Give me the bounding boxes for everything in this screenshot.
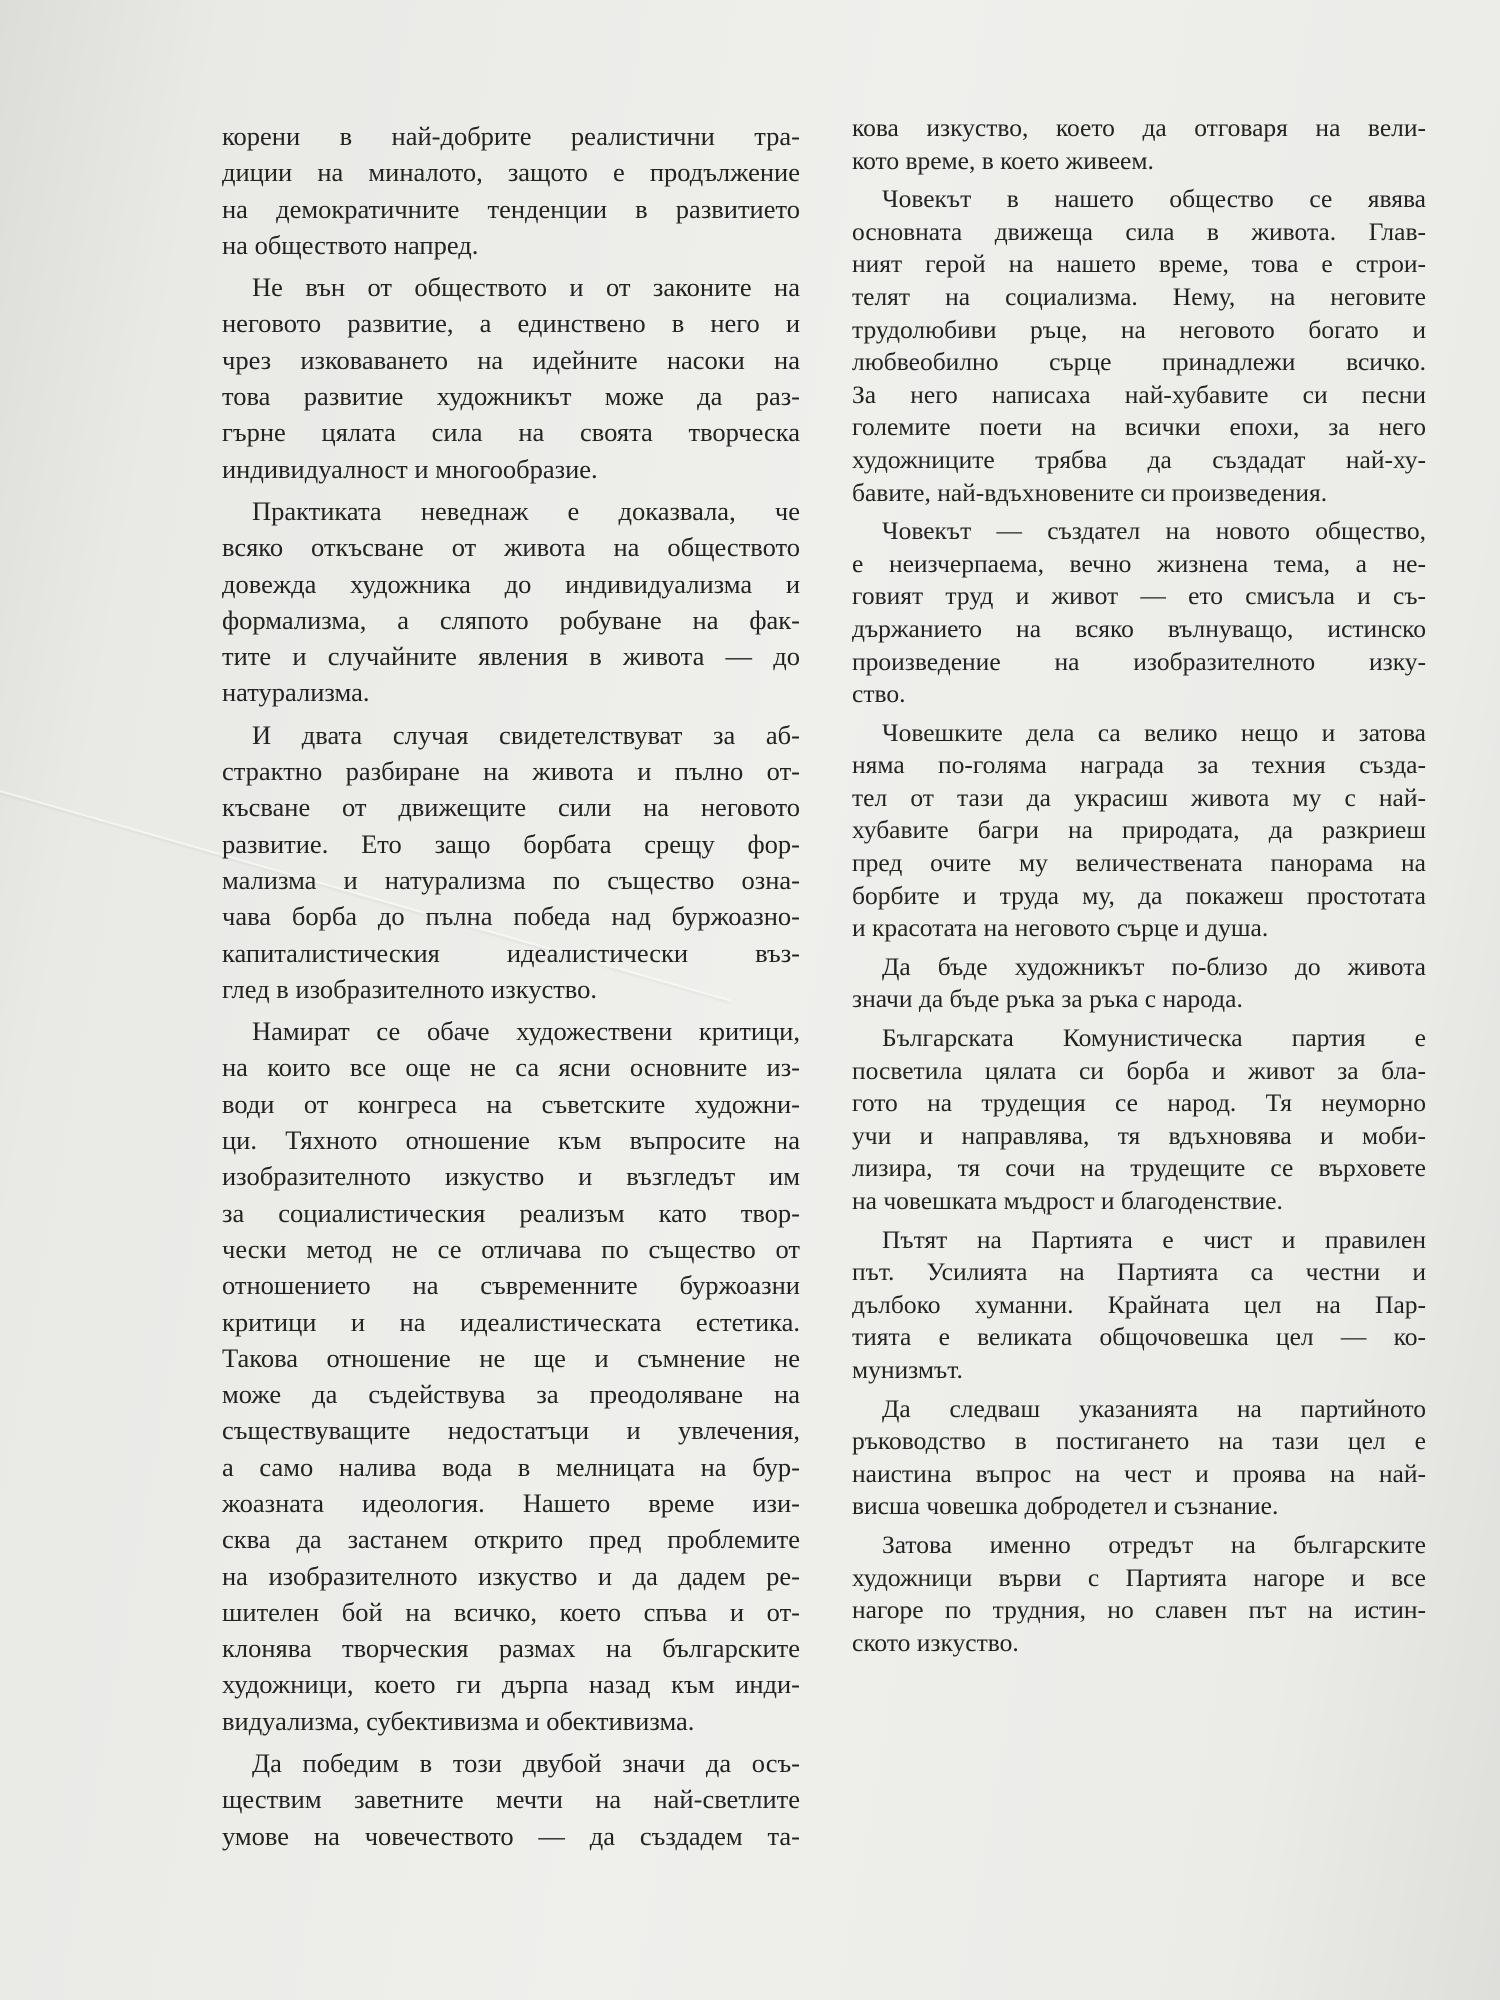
text-line: посветила цялата си борба и живот за бла-	[852, 1055, 1426, 1085]
text-line: чески метод не се отличава по същество от	[222, 1233, 800, 1264]
text-line: Човекът в нашето общество се явява	[882, 184, 1426, 214]
text-line: формализма, а сляпото робуване на фак-	[222, 604, 800, 635]
text-line: ци. Тяхното отношение към въпросите на	[222, 1125, 800, 1156]
text-line: Човекът — създател на новото общество,	[882, 516, 1426, 546]
text-line: и красотата на неговото сърце и душа.	[852, 913, 1269, 943]
text-line: лизира, тя сочи на трудещите се върховете	[852, 1153, 1426, 1183]
text-line: тите и случайните явления в живота — до	[222, 641, 800, 672]
text-line: учи и направлява, тя вдъхновява и моби-	[852, 1120, 1426, 1150]
paragraph	[222, 269, 800, 487]
text-line: развитие. Ето защо борбата срещу фор-	[222, 828, 800, 859]
text-line: ското изкуство.	[852, 1627, 1019, 1657]
text-line: ният герой на нашето време, това е строи-	[852, 249, 1426, 279]
text-column-left	[222, 118, 800, 1860]
text-line: любвеобилно сърце принадлежи всичко.	[852, 347, 1426, 377]
text-line: капиталистическия идеалистически въз-	[222, 937, 800, 968]
text-line: мализма и натурализма по същество озна-	[222, 864, 800, 895]
text-line: Не вън от обществото и от законите на	[252, 272, 800, 303]
text-line: дълбоко хуманни. Крайната цел на Пар-	[852, 1289, 1426, 1319]
text-line: път. Усилията на Партията са честни и	[852, 1257, 1426, 1287]
text-line: на човешката мъдрост и благоденствие.	[852, 1186, 1283, 1215]
text-line: Да следваш указанията на партийното	[882, 1393, 1426, 1423]
text-line: наистина въпрос на чест и проява на най-	[852, 1458, 1426, 1488]
text-line: произведение на изобразителното изку-	[852, 646, 1426, 676]
text-line: отношението на съвременните буржоазни	[222, 1270, 800, 1301]
paragraph	[222, 493, 800, 711]
text-line: довежда художника до индивидуализма и	[222, 568, 800, 599]
text-line: художници, което ги дърпа назад към инди-	[222, 1669, 800, 1700]
text-line: висша човешка добродетел и съзнание.	[852, 1491, 1279, 1521]
text-line: Такова отношение не ще и съмнение не	[222, 1342, 800, 1373]
text-line: държанието на всяко вълнуващо, истинско	[852, 613, 1426, 643]
text-line: Да бъде художникът по-близо до живота	[882, 951, 1426, 981]
text-line: Практиката неведнаж е доказвала, че	[252, 495, 800, 526]
text-line: гърне цялата сила на своята творческа	[222, 417, 800, 448]
paragraph	[852, 1529, 1426, 1659]
paragraph	[852, 951, 1426, 1016]
text-line: нагоре по трудния, но славен път на истин-	[852, 1595, 1426, 1625]
text-line: ство.	[852, 679, 906, 709]
text-line: неговото развитие, а единствено в него и	[222, 308, 800, 339]
text-line: говият труд и живот — ето смисъла и съ-	[852, 581, 1426, 611]
text-line: борбите и труда му, да покажеш простотата	[852, 880, 1426, 910]
text-line: глед в изобразителното изкуство.	[222, 973, 597, 1004]
text-line: художници върви с Партията нагоре и все	[852, 1562, 1426, 1592]
text-column-right	[852, 112, 1426, 1665]
paragraph	[852, 717, 1426, 945]
text-line: художниците трябва да създадат най-ху-	[852, 444, 1426, 474]
text-line: шителен бой на всичко, което спъва и от-	[222, 1596, 800, 1627]
text-line: Българската Комунистическа партия е	[882, 1023, 1426, 1053]
paragraph	[852, 112, 1426, 177]
text-line: страктно разбиране на живота и пълно от-	[222, 756, 800, 787]
text-line: Намират се обаче художествени критици,	[252, 1016, 800, 1047]
text-line: Да победим в този двубой значи да осъ-	[252, 1748, 800, 1779]
paragraph	[852, 1224, 1426, 1387]
text-line: кото време, в което живеем.	[852, 145, 1154, 175]
text-line: пред очите му величествената панорама на	[852, 848, 1426, 878]
text-line: телят на социализма. Нему, на неговите	[852, 281, 1426, 311]
text-line: критици и на идеалистическата естетика.	[222, 1306, 800, 1337]
text-line: това развитие художникът може да раз-	[222, 381, 800, 412]
paragraph	[852, 183, 1426, 509]
text-line: тията е великата общочовешка цел — ко-	[852, 1322, 1426, 1352]
text-line: води от конгреса на съветските художни-	[222, 1088, 800, 1119]
text-line: И двата случая свидетелствуват за аб-	[252, 719, 800, 750]
paragraph	[852, 515, 1426, 711]
text-line: клонява творческия размах на българските	[222, 1633, 800, 1664]
text-line: диции на миналото, защото е продължение	[222, 157, 800, 188]
text-line: на които все още не са ясни основните из-	[222, 1052, 800, 1083]
text-line: кова изкуство, което да отговаря на вели-	[852, 113, 1426, 142]
text-line: Пътят на Партията е чист и правилен	[882, 1224, 1426, 1254]
text-line: няма по-голяма награда за техния създа-	[852, 750, 1426, 780]
paragraph	[222, 1013, 800, 1739]
text-line: всяко откъсване от живота на обществото	[222, 532, 800, 563]
text-line: чрез изковаването на идейните насоки на	[222, 344, 800, 375]
text-line: трудолюбиви ръце, на неговото богато и	[852, 314, 1426, 344]
text-line: изобразителното изкуство и възгледът им	[222, 1161, 800, 1192]
text-line: умове на човечеството — да създадем та-	[222, 1820, 800, 1851]
text-line: за социалистическия реализъм като твор-	[222, 1197, 800, 1228]
text-line: съществуващите недостатъци и увлечения,	[222, 1415, 800, 1446]
text-line: големите поети на всички епохи, за него	[852, 412, 1426, 442]
text-line: натурализма.	[222, 677, 370, 708]
text-line: основната движеща сила в живота. Глав-	[852, 216, 1426, 246]
text-line: късване от движещите сили на неговото	[222, 792, 800, 823]
text-line: тел от тази да украсиш живота му с най-	[852, 782, 1426, 812]
text-line: бавите, най-вдъхновените си произведения.	[852, 477, 1328, 507]
text-line: е неизчерпаема, вечно жизнена тема, а не-	[852, 548, 1426, 578]
text-line: Човешките дела са велико нещо и затова	[882, 717, 1426, 747]
text-line: на демократичните тенденции в развитието	[222, 193, 800, 224]
paragraph	[852, 1393, 1426, 1523]
text-line: ръководство в постигането на тази цел е	[852, 1426, 1426, 1456]
text-line: ществим заветните мечти на най-светлите	[222, 1784, 800, 1815]
paragraph	[852, 1022, 1426, 1218]
text-line: мунизмът.	[852, 1354, 963, 1384]
text-line: Затова именно отредът на българските	[882, 1529, 1426, 1559]
text-line: на обществото напред.	[222, 229, 479, 260]
text-line: корени в най-добрите реалистични тра-	[222, 121, 800, 151]
paragraph	[222, 717, 800, 1007]
paragraph	[222, 118, 800, 263]
text-line: може да съдействува за преодоляване на	[222, 1379, 800, 1410]
text-line: гото на трудещия се народ. Тя неуморно	[852, 1088, 1426, 1118]
text-line: видуализма, субективизма и обективизма.	[222, 1705, 695, 1736]
text-line: а само налива вода в мелницата на бур-	[222, 1451, 800, 1482]
text-line: значи да бъде ръка за ръка с народа.	[852, 984, 1243, 1014]
text-line: жоазната идеология. Нашето време изи-	[222, 1487, 800, 1518]
text-line: индивидуалност и многообразие.	[222, 453, 598, 484]
paragraph	[222, 1745, 800, 1854]
text-line: сква да застанем открито пред проблемите	[222, 1524, 800, 1555]
text-line: на изобразителното изкуство и да дадем ре-	[222, 1560, 800, 1591]
text-line: За него написаха най-хубавите си песни	[852, 379, 1426, 409]
text-line: хубавите багри на природата, да разкриеш	[852, 815, 1426, 845]
text-line: чава борба до пълна победа над буржоазно-	[222, 901, 800, 932]
